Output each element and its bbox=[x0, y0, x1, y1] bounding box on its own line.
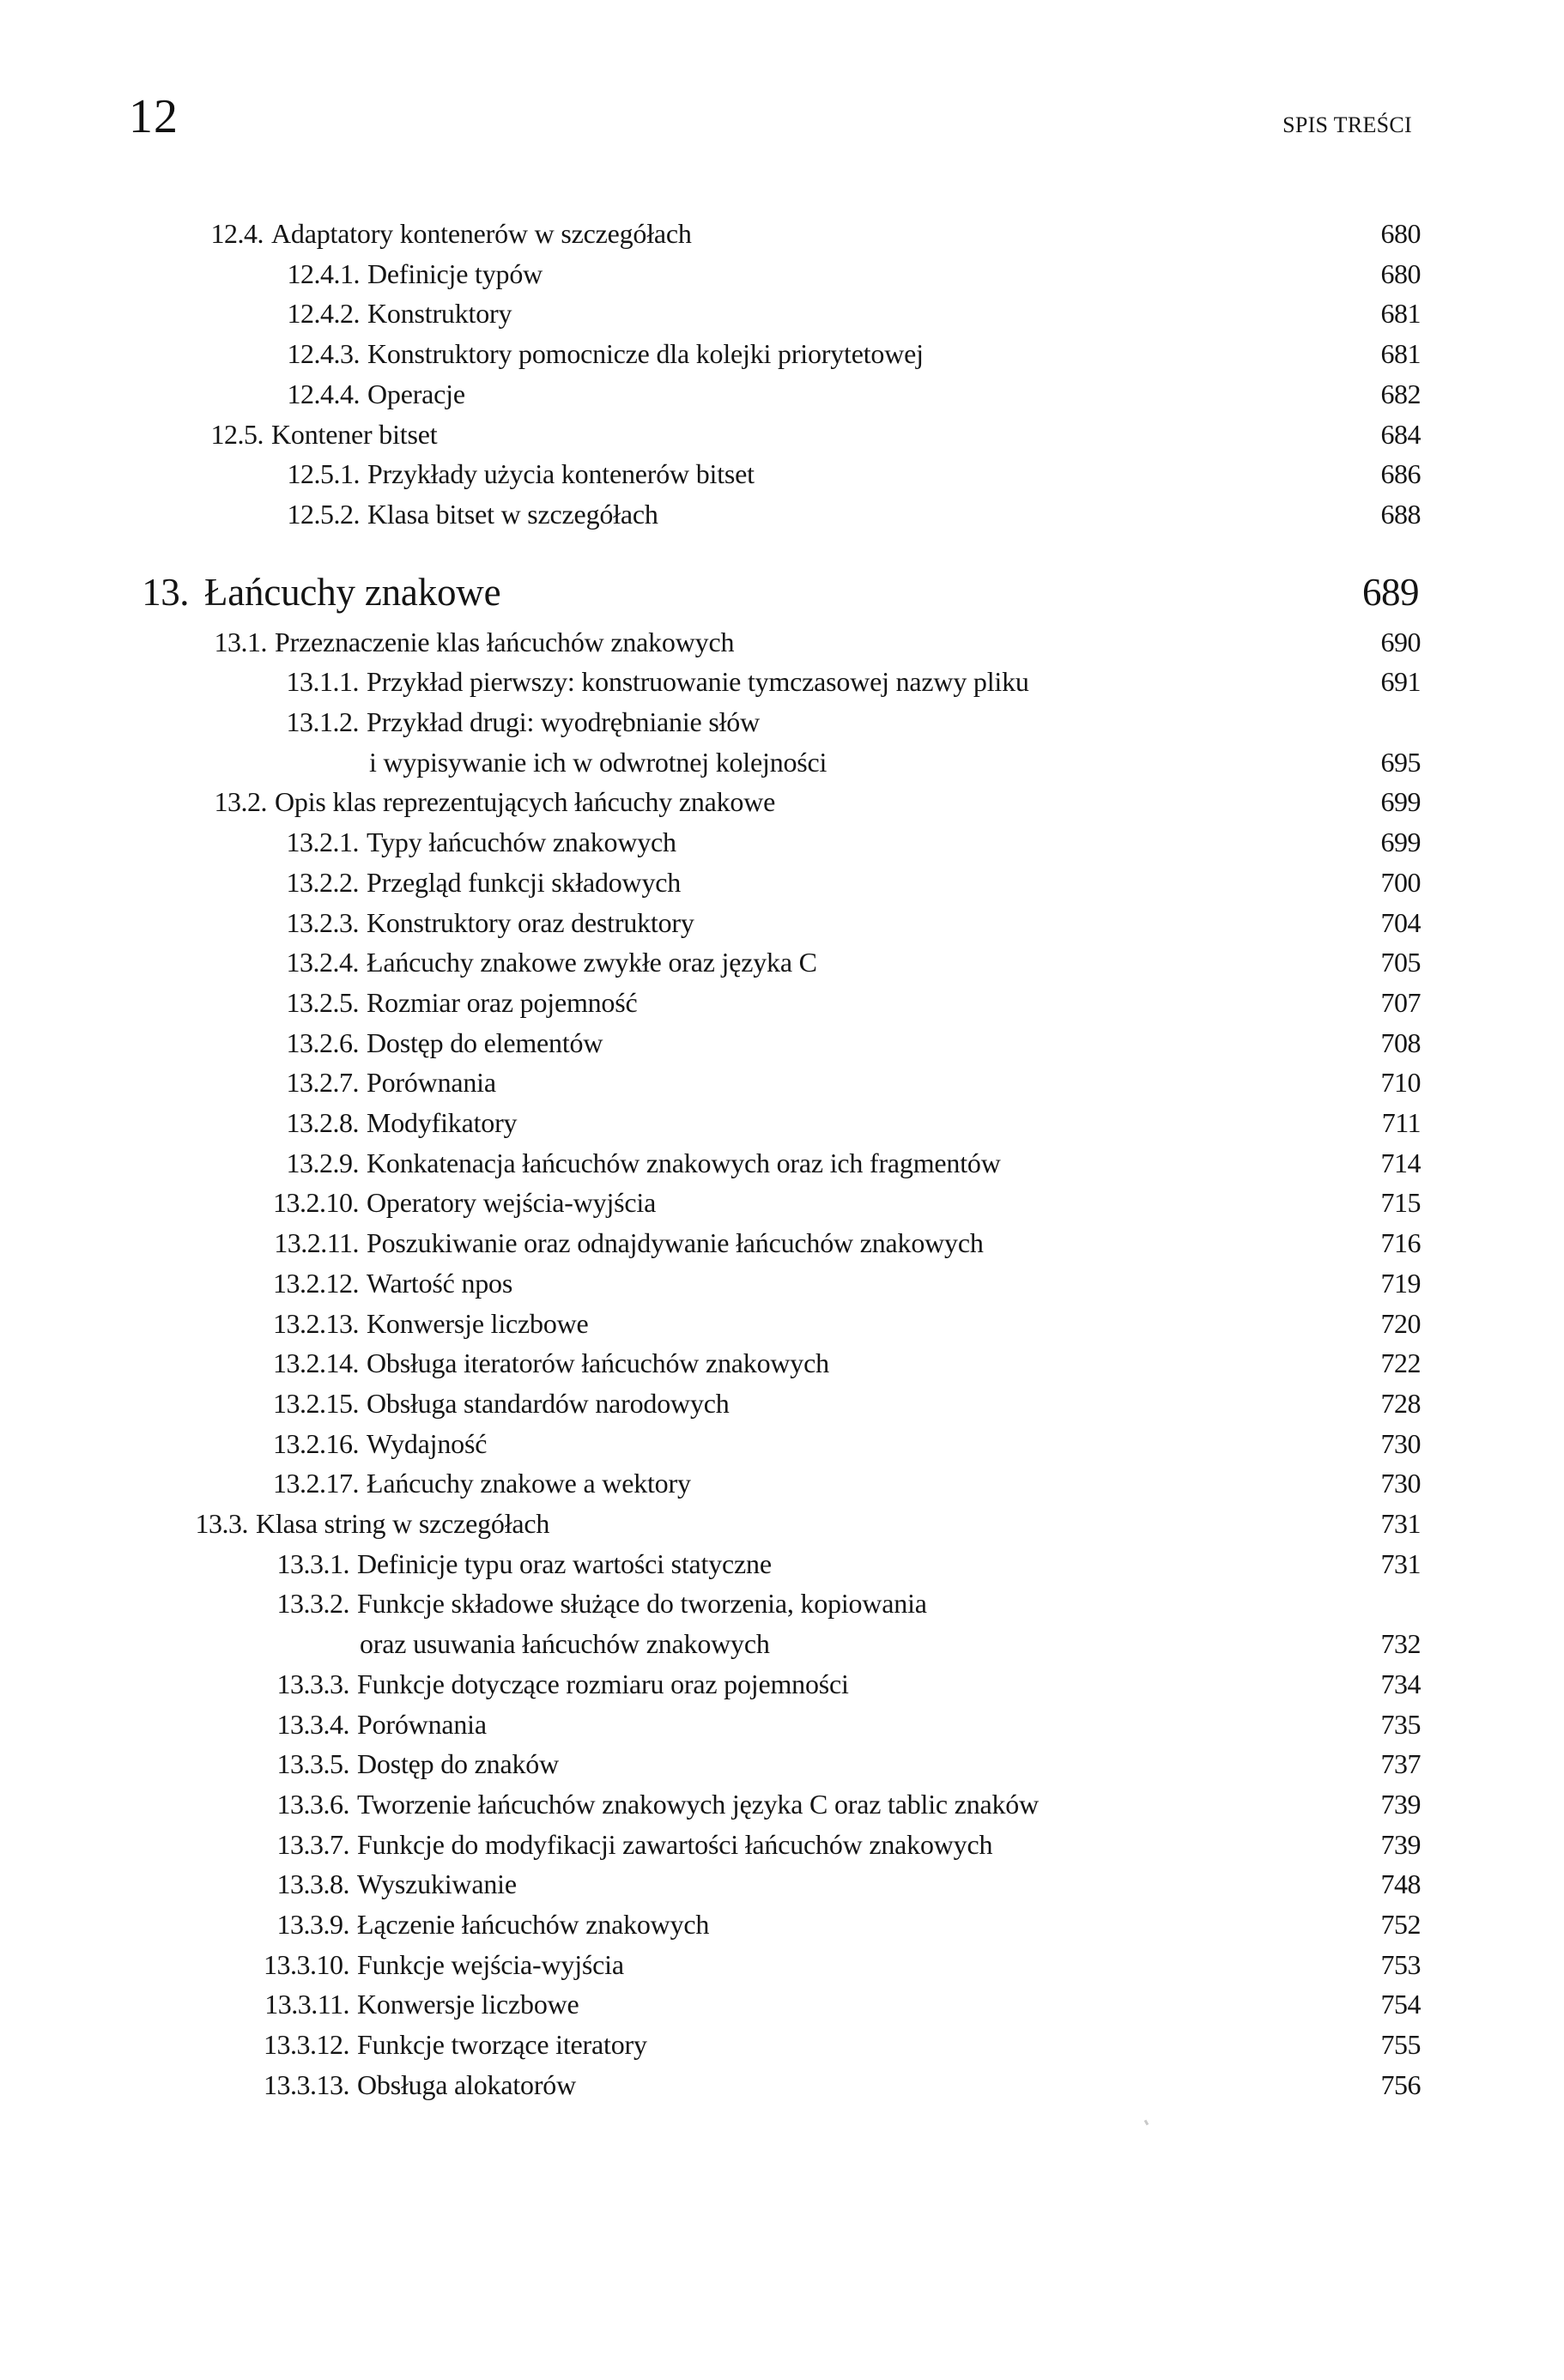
toc-entry-page: 753 bbox=[1380, 1948, 1421, 1980]
toc-entry-number: 13.3. bbox=[195, 1508, 248, 1539]
toc-entry-page: 686 bbox=[1380, 458, 1421, 490]
toc-entry-number: 13.3.10. bbox=[264, 1948, 349, 1980]
page-number: 12 bbox=[129, 90, 179, 143]
toc-entry-page: 748 bbox=[1380, 1868, 1421, 1900]
toc-entry[interactable] bbox=[0, 625, 1564, 664]
toc-entry-page: 704 bbox=[1380, 906, 1421, 938]
toc-entry-number: 13. bbox=[142, 570, 189, 614]
toc-entry-page: 689 bbox=[1362, 570, 1419, 614]
toc-entry-title: Funkcje tworzące iteratory bbox=[357, 2029, 647, 2061]
toc-entry[interactable] bbox=[0, 1426, 1564, 1466]
toc-entry-page: 681 bbox=[1380, 298, 1421, 330]
toc-entry-page: 755 bbox=[1380, 2029, 1421, 2061]
toc-entry[interactable] bbox=[0, 1747, 1564, 1786]
toc-entry[interactable] bbox=[0, 1065, 1564, 1105]
toc-entry-page: 739 bbox=[1380, 1788, 1421, 1820]
toc-entry-page: 714 bbox=[1380, 1147, 1421, 1178]
toc-entry-title: Konwersje liczbowe bbox=[367, 1307, 589, 1339]
toc-entry[interactable] bbox=[0, 825, 1564, 864]
toc-entry-page: 710 bbox=[1380, 1067, 1421, 1099]
toc-entry[interactable] bbox=[0, 1386, 1564, 1426]
toc-entry-number: 13.1.1. bbox=[286, 666, 359, 698]
toc-entry-number: 12.4.1. bbox=[287, 257, 360, 289]
toc-entry-page: 695 bbox=[1380, 746, 1421, 778]
toc-entry[interactable] bbox=[0, 1306, 1564, 1346]
toc-entry-number: 13.2. bbox=[214, 786, 267, 818]
toc-entry-number: 13.2.3. bbox=[286, 906, 359, 938]
toc-entry-title: Kontener bitset bbox=[271, 418, 438, 450]
toc-entry-continuation[interactable] bbox=[0, 745, 1564, 784]
toc-entry-number: 13.3.6. bbox=[276, 1788, 349, 1820]
toc-entry-page: 690 bbox=[1380, 626, 1421, 657]
toc-entry-number: 13.2.10. bbox=[273, 1187, 359, 1219]
toc-entry-title: Funkcje wejścia-wyjścia bbox=[357, 1948, 624, 1980]
toc-entry[interactable] bbox=[0, 457, 1564, 496]
toc-entry-number: 13.2.8. bbox=[286, 1107, 359, 1138]
toc-entry-title: Łańcuchy znakowe bbox=[204, 570, 501, 614]
toc-entry-page: 756 bbox=[1380, 2068, 1421, 2100]
toc-entry[interactable] bbox=[0, 336, 1564, 376]
toc-entry[interactable] bbox=[0, 1026, 1564, 1065]
toc-entry-title: Konstruktory bbox=[367, 298, 512, 330]
toc-entry-number: 12.5.1. bbox=[287, 458, 360, 490]
toc-entry-page: 705 bbox=[1380, 947, 1421, 978]
toc-entry[interactable] bbox=[0, 1226, 1564, 1265]
toc-entry-number: 13.1.2. bbox=[286, 706, 359, 737]
toc-entry[interactable] bbox=[0, 1466, 1564, 1505]
toc-entry-page: 700 bbox=[1380, 866, 1421, 898]
toc-chapter-heading[interactable] bbox=[0, 570, 1564, 618]
toc-entry-number: 13.3.11. bbox=[264, 1989, 349, 2020]
toc-entry-page: 684 bbox=[1380, 418, 1421, 450]
toc-entry[interactable] bbox=[0, 1667, 1564, 1706]
toc-entry-title: Tworzenie łańcuchów znakowych języka C oraz tablic znaków bbox=[357, 1788, 1040, 1820]
toc-entry-title: Łączenie łańcuchów znakowych bbox=[357, 1909, 710, 1940]
toc-entry[interactable] bbox=[0, 985, 1564, 1025]
toc-entry-page: 731 bbox=[1380, 1547, 1421, 1579]
toc-entry[interactable] bbox=[0, 1547, 1564, 1586]
toc-entry-title-continuation: i wypisywanie ich w odwrotnej kolejności bbox=[369, 746, 827, 778]
toc-entry-title: Przykłady użycia kontenerów bitset bbox=[367, 458, 755, 490]
toc-entry-page: 715 bbox=[1380, 1187, 1421, 1219]
toc-entry-page: 728 bbox=[1380, 1387, 1421, 1419]
toc-entry[interactable] bbox=[0, 296, 1564, 336]
toc-entry[interactable] bbox=[0, 1867, 1564, 1906]
toc-entry-title: Wartość npos bbox=[367, 1267, 513, 1299]
toc-entry-number: 13.2.13. bbox=[273, 1307, 359, 1339]
toc-entry[interactable] bbox=[0, 497, 1564, 536]
toc-entry-number: 12.4.3. bbox=[287, 338, 360, 370]
toc-entry-title: Konwersje liczbowe bbox=[357, 1989, 579, 2020]
toc-entry-number: 13.2.16. bbox=[273, 1427, 359, 1459]
toc-entry-title: Operacje bbox=[367, 378, 465, 409]
toc-entry-page: 711 bbox=[1381, 1107, 1421, 1138]
toc-entry-number: 13.2.9. bbox=[286, 1147, 359, 1178]
toc-entry-title: Konstruktory oraz destruktory bbox=[367, 906, 694, 938]
toc-entry-page: 699 bbox=[1380, 786, 1421, 818]
toc-entry-title: Obsługa iteratorów łańcuchów znakowych bbox=[367, 1347, 829, 1379]
toc-entry-title: Dostęp do znaków bbox=[357, 1748, 559, 1780]
toc-entry-title: Przeznaczenie klas łańcuchów znakowych bbox=[275, 626, 735, 657]
toc-entry-number: 13.2.2. bbox=[286, 866, 359, 898]
toc-entry-page: 680 bbox=[1380, 218, 1421, 249]
toc-entry-number: 12.5. bbox=[210, 418, 264, 450]
toc-entry[interactable] bbox=[0, 865, 1564, 905]
toc-entry-title: Definicje typów bbox=[367, 257, 543, 289]
toc-entry-page: 730 bbox=[1380, 1427, 1421, 1459]
toc-entry-number: 13.3.3. bbox=[276, 1668, 349, 1699]
toc-entry-number: 13.2.7. bbox=[286, 1067, 359, 1099]
toc-entry[interactable] bbox=[0, 1506, 1564, 1546]
toc-entry-page: 754 bbox=[1380, 1989, 1421, 2020]
toc-entry-title: Rozmiar oraz pojemność bbox=[367, 986, 638, 1018]
toc-entry-title-continuation: oraz usuwania łańcuchów znakowych bbox=[360, 1628, 770, 1660]
running-head: SPIS TREŚCI bbox=[1282, 112, 1412, 137]
toc-entry-number: 13.2.17. bbox=[273, 1468, 359, 1499]
toc-entry-title: Klasa bitset w szczegółach bbox=[367, 498, 658, 530]
toc-entry[interactable] bbox=[0, 945, 1564, 984]
toc-entry-page: 752 bbox=[1380, 1909, 1421, 1940]
toc-entry[interactable] bbox=[0, 1346, 1564, 1385]
toc-entry-title: Łańcuchy znakowe a wektory bbox=[367, 1468, 691, 1499]
toc-entry-number: 13.3.13. bbox=[264, 2068, 349, 2100]
toc-entry-page: 680 bbox=[1380, 257, 1421, 289]
toc-entry[interactable] bbox=[0, 1907, 1564, 1947]
toc-entry-page: 719 bbox=[1380, 1267, 1421, 1299]
toc-entry-number: 13.3.4. bbox=[276, 1708, 349, 1740]
toc-entry-page: 734 bbox=[1380, 1668, 1421, 1699]
toc-entry-title: Operatory wejścia-wyjścia bbox=[367, 1187, 657, 1219]
toc-entry[interactable] bbox=[0, 1105, 1564, 1145]
toc-entry[interactable] bbox=[0, 1266, 1564, 1305]
toc-entry-title: Poszukiwanie oraz odnajdywanie łańcuchów znakowych bbox=[367, 1227, 984, 1259]
toc-entry-page: 699 bbox=[1380, 827, 1421, 858]
toc-entry-number: 13.2.4. bbox=[286, 947, 359, 978]
toc-entry-title: Definicje typu oraz wartości statyczne bbox=[357, 1547, 772, 1579]
toc-entry-continuation[interactable] bbox=[0, 1626, 1564, 1666]
toc-entry-number: 13.1. bbox=[214, 626, 267, 657]
toc-entry-page: 730 bbox=[1380, 1468, 1421, 1499]
toc-entry-page: 681 bbox=[1380, 338, 1421, 370]
toc-entry-title: Adaptatory kontenerów w szczegółach bbox=[271, 218, 692, 249]
toc-entry-number: 13.2.6. bbox=[286, 1026, 359, 1058]
toc-entry-number: 13.2.5. bbox=[286, 986, 359, 1018]
toc-entry-page: 722 bbox=[1380, 1347, 1421, 1379]
toc-entry-title: Konkatenacja łańcuchów znakowych oraz ich fragmentów bbox=[367, 1147, 1001, 1178]
toc-entry[interactable] bbox=[0, 216, 1564, 256]
toc-entry-page: 716 bbox=[1380, 1227, 1421, 1259]
toc-entry-number: 12.5.2. bbox=[287, 498, 360, 530]
toc-entry-title: Konstruktory pomocnicze dla kolejki priorytetowej bbox=[367, 338, 924, 370]
toc-entry-number: 13.3.1. bbox=[276, 1547, 349, 1579]
toc-entry-title: Funkcje składowe służące do tworzenia, kopiowania bbox=[357, 1588, 927, 1620]
toc-entry-title: Obsługa alokatorów bbox=[357, 2068, 577, 2100]
toc-entry-number: 13.3.9. bbox=[276, 1909, 349, 1940]
toc-entry[interactable] bbox=[0, 1947, 1564, 1987]
toc-entry-title: Klasa string w szczegółach bbox=[256, 1508, 550, 1539]
toc-entry-title: Opis klas reprezentujących łańcuchy znakowe bbox=[275, 786, 776, 818]
toc-entry[interactable] bbox=[0, 1987, 1564, 2026]
toc-entry-number: 13.2.15. bbox=[273, 1387, 359, 1419]
toc-entry-title: Wydajność bbox=[367, 1427, 488, 1459]
toc-entry-page: 707 bbox=[1380, 986, 1421, 1018]
toc-entry-title: Porównania bbox=[357, 1708, 487, 1740]
toc-entry-page: 688 bbox=[1380, 498, 1421, 530]
toc-entry-page: 739 bbox=[1380, 1828, 1421, 1860]
toc-entry-number: 13.2.1. bbox=[286, 827, 359, 858]
toc-entry-title: Dostęp do elementów bbox=[367, 1026, 603, 1058]
toc-entry-number: 13.2.11. bbox=[274, 1227, 359, 1259]
toc-entry-number: 13.3.2. bbox=[276, 1588, 349, 1620]
toc-entry-page: 708 bbox=[1380, 1026, 1421, 1058]
toc-entry[interactable] bbox=[0, 257, 1564, 296]
toc-entry[interactable] bbox=[0, 1586, 1564, 1626]
toc-entry-title: Wyszukiwanie bbox=[357, 1868, 517, 1900]
toc-entry[interactable] bbox=[0, 784, 1564, 824]
toc-entry[interactable] bbox=[0, 905, 1564, 945]
toc-entry-title: Typy łańcuchów znakowych bbox=[367, 827, 676, 858]
toc-entry-number: 13.3.12. bbox=[264, 2029, 349, 2061]
toc-entry-title: Obsługa standardów narodowych bbox=[367, 1387, 730, 1419]
toc-entry-number: 12.4. bbox=[210, 218, 264, 249]
toc-entry-page: 682 bbox=[1380, 378, 1421, 409]
toc-entry-number: 13.2.12. bbox=[273, 1267, 359, 1299]
toc-entry-page: 737 bbox=[1380, 1748, 1421, 1780]
toc-entry[interactable] bbox=[0, 377, 1564, 416]
toc-entry-number: 13.3.8. bbox=[276, 1868, 349, 1900]
toc-entry-number: 13.2.14. bbox=[273, 1347, 359, 1379]
toc-entry[interactable] bbox=[0, 705, 1564, 744]
toc-entry-title: Porównania bbox=[367, 1067, 496, 1099]
toc-entry[interactable] bbox=[0, 2068, 1564, 2107]
toc-entry-page: 691 bbox=[1380, 666, 1421, 698]
toc-entry-title: Funkcje do modyfikacji zawartości łańcuchów znakowych bbox=[357, 1828, 993, 1860]
toc-entry[interactable] bbox=[0, 1146, 1564, 1185]
toc-entry-page: 720 bbox=[1380, 1307, 1421, 1339]
toc-entry-number: 13.3.5. bbox=[276, 1748, 349, 1780]
toc-entry[interactable] bbox=[0, 664, 1564, 704]
toc-entry-number: 13.3.7. bbox=[276, 1828, 349, 1860]
toc-entry[interactable] bbox=[0, 417, 1564, 457]
toc-entry-title: Modyfikatory bbox=[367, 1107, 518, 1138]
toc-entry-title: Przykład pierwszy: konstruowanie tymczasowej nazwy pliku bbox=[367, 666, 1029, 698]
toc-entry-page: 732 bbox=[1380, 1628, 1421, 1660]
toc-entry[interactable] bbox=[0, 2027, 1564, 2067]
toc-entry[interactable] bbox=[0, 1707, 1564, 1747]
toc-entry[interactable] bbox=[0, 1185, 1564, 1225]
toc-entry[interactable] bbox=[0, 1787, 1564, 1826]
toc-entry-title: Przegląd funkcji składowych bbox=[367, 866, 682, 898]
toc-entry-number: 12.4.2. bbox=[287, 298, 360, 330]
toc-entry-title: Przykład drugi: wyodrębnianie słów bbox=[367, 706, 760, 737]
toc-entry-title: Funkcje dotyczące rozmiaru oraz pojemności bbox=[357, 1668, 849, 1699]
toc-entry[interactable] bbox=[0, 1827, 1564, 1867]
toc-entry-page: 735 bbox=[1380, 1708, 1421, 1740]
toc-entry-number: 12.4.4. bbox=[287, 378, 360, 409]
toc-entry-page: 731 bbox=[1380, 1508, 1421, 1539]
toc-entry-title: Łańcuchy znakowe zwykłe oraz języka C bbox=[367, 947, 817, 978]
